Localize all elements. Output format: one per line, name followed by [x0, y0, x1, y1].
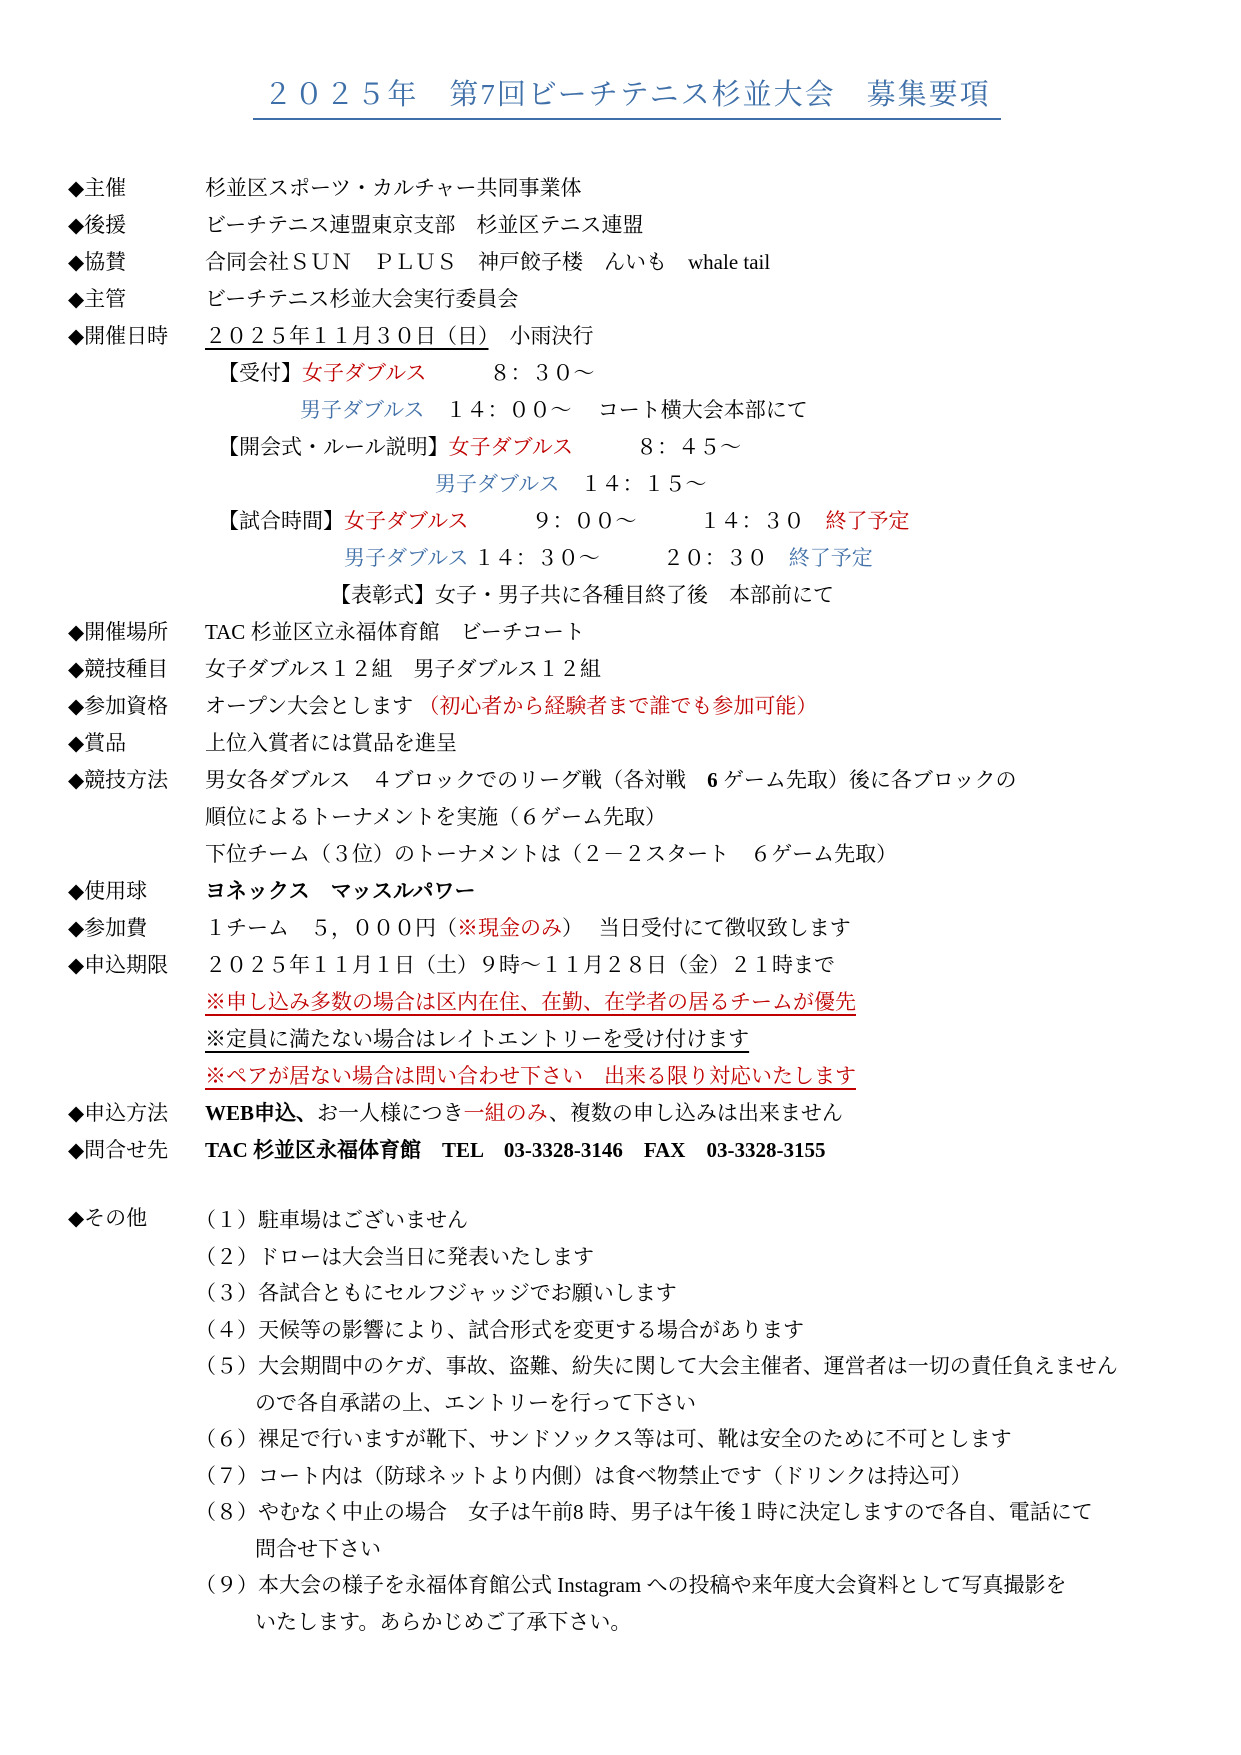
field-row-deadline	[68, 947, 1186, 984]
eligibility-note: （初心者から経験者まで誰でも参加可能）	[418, 694, 818, 718]
field-value-prize: 上位入賞者には賞品を進呈	[205, 731, 457, 755]
field-label-deadline: ◆申込期限	[68, 953, 169, 977]
field-row-support	[68, 207, 1186, 244]
deadline-note3	[205, 1058, 1186, 1095]
field-value-ball: ヨネックス マッスルパワー	[205, 879, 476, 903]
item-no: （１）	[195, 1208, 258, 1232]
field-row-events	[68, 651, 1186, 688]
field-value-venue: TAC 杉並区立永福体育館 ビーチコート	[205, 620, 585, 644]
document-body	[68, 170, 1186, 1640]
field-label-prize: ◆賞品	[68, 731, 127, 755]
other-item-5	[195, 1348, 1186, 1385]
other-item-4	[195, 1312, 1186, 1349]
field-value-deadline: ２０２５年１１月１日（土）９時～１１月２８日（金）２１時まで	[205, 953, 835, 977]
item-text: 駐車場はございません	[258, 1208, 468, 1232]
opening-men-label: 男子ダブルス	[435, 472, 560, 496]
format-line2	[205, 799, 1186, 836]
field-label-other: ◆その他	[68, 1206, 148, 1230]
field-value-events: 女子ダブルス１２組 男子ダブルス１２組	[205, 657, 602, 681]
other-item-7	[195, 1458, 1186, 1495]
item-no: （８）	[195, 1500, 258, 1524]
apply-post: 、複数の申し込みは出来ません	[548, 1101, 843, 1125]
item-text: 本大会の様子を永福体育館公式 Instagram への投稿や来年度大会資料として写真撮影を	[258, 1573, 1067, 1597]
field-value-host: 杉並区スポーツ・カルチャー共同事業体	[205, 176, 582, 200]
field-row-sponsor	[68, 244, 1186, 281]
field-value-apply	[205, 1095, 1186, 1132]
item-text: 天候等の影響により、試合形式を変更する場合があります	[258, 1317, 804, 1342]
format-line3	[205, 836, 1186, 873]
match-bracket: 【試合時間】	[218, 509, 344, 533]
fee-pre: １チーム ５，０００円（	[205, 916, 457, 940]
field-label-host: ◆主催	[68, 176, 127, 200]
match-women-time: ９：００～ １４：３０	[468, 509, 826, 533]
format-line2-text: 順位によるトーナメントを実施（６ゲーム先取）	[205, 805, 667, 829]
schedule-line-opening-women	[218, 429, 1186, 466]
field-row-venue	[68, 614, 1186, 651]
field-label-support: ◆後援	[68, 213, 127, 237]
other-item-6	[195, 1421, 1186, 1458]
field-row-fee	[68, 910, 1186, 947]
fee-post: ） 当日受付にて徴収致します	[562, 916, 851, 940]
schedule-line-reception-men	[300, 392, 1186, 429]
opening-women-label: 女子ダブルス	[448, 435, 574, 459]
field-row-organizer	[68, 281, 1186, 318]
apply-web: WEB申込、	[205, 1101, 318, 1125]
reception-women-time: ８：３０～	[426, 361, 595, 385]
field-label-fee: ◆参加費	[68, 916, 148, 940]
field-row-prize	[68, 725, 1186, 762]
format-line1-pre: 男女各ダブルス ４ブロックでのリーグ戦（各対戦	[205, 768, 708, 792]
other-item-9	[195, 1567, 1186, 1604]
item-text: ドローは大会当日に発表いたします	[258, 1244, 594, 1269]
field-label-eligibility: ◆参加資格	[68, 694, 169, 718]
other-item-1	[195, 1202, 1186, 1239]
field-row-datetime	[68, 318, 1186, 355]
field-value-fee	[205, 910, 1186, 947]
schedule-line-award	[330, 577, 1186, 614]
item-no: （３）	[195, 1281, 258, 1305]
item-text: 各試合ともにセルフジャッジでお願いします	[258, 1281, 677, 1305]
field-label-sponsor: ◆協賛	[68, 250, 127, 274]
page-title: ２０２５年 第7回ビーチテニス杉並大会 募集要項	[253, 72, 1000, 120]
deadline-note2	[205, 1021, 1186, 1058]
match-men-time: １４：３０～ ２０：３０	[468, 546, 789, 570]
schedule-line-match-men	[344, 540, 1186, 577]
format-line1	[205, 762, 1186, 799]
reception-women-label: 女子ダブルス	[302, 361, 427, 385]
field-row-eligibility	[68, 688, 1186, 725]
field-label-format: ◆競技方法	[68, 768, 169, 792]
opening-women-time: ８：４５～	[573, 435, 742, 459]
item-text: 大会期間中のケガ、事故、盗難、紛失に関して大会主催者、運営者は一切の責任負えません	[258, 1354, 1118, 1378]
field-row-apply	[68, 1095, 1186, 1132]
item-no: （４）	[195, 1317, 258, 1342]
format-line3-text: 下位チーム（３位）のトーナメントは（２－２スタート ６ゲーム先取）	[205, 842, 898, 866]
field-value-sponsor: 合同会社ＳＵＮ ＰＬＵＳ 神戸餃子楼 んいも whale tail	[205, 250, 771, 274]
other-item-5-cont	[255, 1385, 1186, 1422]
deadline-note1	[205, 984, 1186, 1021]
field-label-datetime: ◆開催日時	[68, 324, 169, 348]
match-women-end: 終了予定	[825, 509, 910, 533]
field-row-contact	[68, 1132, 1186, 1169]
weather-note: 小雨決行	[488, 324, 594, 348]
item-text-cont: いたします。あらかじめご了承下さい。	[255, 1609, 632, 1634]
format-line1-post: ゲーム先取）後に各ブロックの	[717, 768, 1017, 792]
item-no: （９）	[195, 1573, 258, 1597]
opening-bracket: 【開会式・ルール説明】	[218, 435, 449, 459]
other-item-2	[195, 1239, 1186, 1276]
field-row-host	[68, 170, 1186, 207]
apply-mid: お一人様につき	[317, 1101, 464, 1125]
field-label-apply: ◆申込方法	[68, 1101, 169, 1125]
item-text-cont: 問合せ下さい	[255, 1536, 381, 1561]
other-item-8	[195, 1494, 1186, 1531]
item-no: （２）	[195, 1244, 258, 1269]
deadline-note3-text: ※ペアが居ない場合は問い合わせ下さい 出来る限り対応いたします	[205, 1064, 856, 1088]
match-women-label: 女子ダブルス	[344, 509, 469, 533]
match-men-label: 男子ダブルス	[344, 546, 469, 570]
field-label-organizer: ◆主管	[68, 287, 127, 311]
match-men-end: 終了予定	[788, 546, 873, 570]
item-no: （６）	[195, 1427, 258, 1451]
eligibility-text: オープン大会とします	[205, 694, 419, 718]
field-value-contact: TAC 杉並区永福体育館 TEL 03-3328-3146 FAX 03-3328-3155	[205, 1138, 826, 1162]
item-no: （５）	[195, 1354, 258, 1378]
award-ceremony-text: 【表彰式】女子・男子共に各種目終了後 本部前にて	[330, 583, 834, 607]
fee-cash-only: ※現金のみ	[457, 916, 562, 940]
item-text: コート内は（防球ネットより内側）は食べ物禁止です（ドリンクは持込可）	[258, 1463, 972, 1488]
field-value-eligibility	[205, 688, 1186, 725]
item-text: やむなく中止の場合 女子は午前8 時、男子は午後１時に決定しますので各自、電話にて	[258, 1500, 1093, 1524]
schedule-line-match-women	[218, 503, 1186, 540]
deadline-note2-text: ※定員に満たない場合はレイトエントリーを受け付けます	[205, 1027, 750, 1051]
item-text: 裸足で行いますが靴下、サンドソックス等は可、靴は安全のために不可とします	[258, 1427, 1012, 1451]
field-row-ball	[68, 873, 1186, 910]
reception-men-time: １４：００～ コート横大会本部にて	[424, 398, 808, 422]
field-label-venue: ◆開催場所	[68, 620, 169, 644]
other-item-3	[195, 1275, 1186, 1312]
field-label-ball: ◆使用球	[68, 879, 148, 903]
reception-men-label: 男子ダブルス	[300, 398, 425, 422]
field-value-datetime	[205, 318, 1186, 355]
deadline-note1-text: ※申し込み多数の場合は区内在住、在勤、在学者の居るチームが優先	[205, 990, 856, 1014]
item-no: （７）	[195, 1463, 258, 1488]
opening-men-time: １４：１５～	[559, 472, 707, 496]
schedule-line-reception-women	[218, 355, 1186, 392]
field-label-contact: ◆問合せ先	[68, 1138, 169, 1162]
title-wrap	[68, 72, 1186, 120]
field-value-organizer: ビーチテニス杉並大会実行委員会	[205, 287, 519, 311]
event-date: ２０２５年１１月３０日（日）	[205, 324, 489, 348]
reception-bracket: 【受付】	[218, 361, 302, 385]
field-label-events: ◆競技種目	[68, 657, 169, 681]
format-line1-games: 6	[707, 768, 718, 792]
other-section	[68, 1202, 1186, 1640]
apply-one-pair-only: 一組のみ	[463, 1101, 549, 1125]
field-row-format	[68, 762, 1186, 799]
item-text-cont: ので各自承諾の上、エントリーを行って下さい	[255, 1390, 696, 1415]
other-items	[195, 1202, 1186, 1640]
other-item-8-cont	[255, 1531, 1186, 1568]
field-value-support: ビーチテニス連盟東京支部 杉並区テニス連盟	[205, 213, 644, 237]
schedule-line-opening-men	[435, 466, 1186, 503]
other-item-9-cont	[255, 1604, 1186, 1641]
